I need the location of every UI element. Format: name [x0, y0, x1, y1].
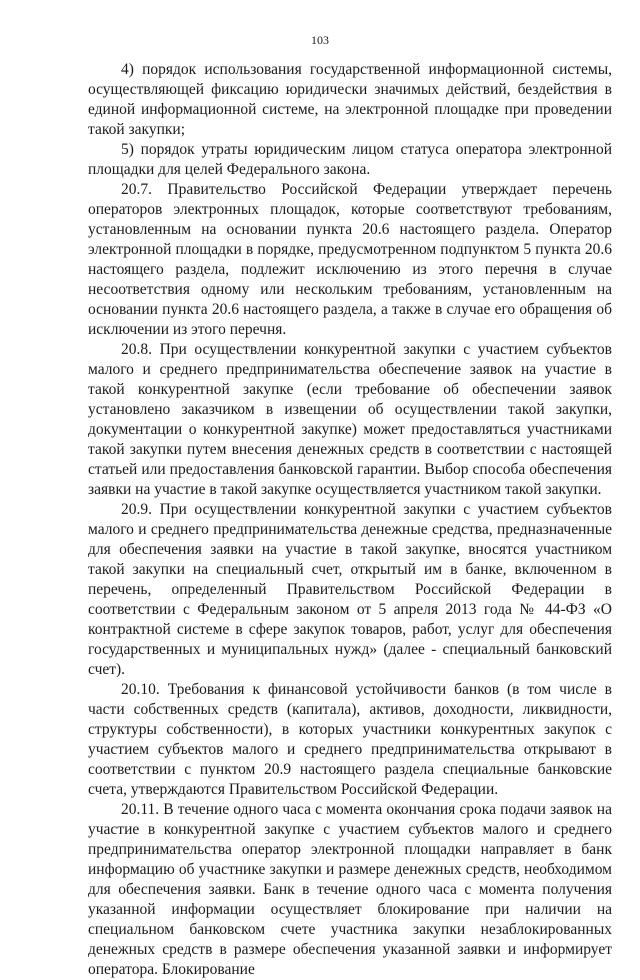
paragraph-20-11: 20.11. В течение одного часа с момента окончания срока подачи заявок на участие в конкурентной закупке с участием субъектов малого и среднего предпринимательства оператор электронной площадки направляет в банк информацию об участнике закупки и размере денежных средств, необходимом для обеспечения заявки. Банк в течение одного часа с момента получения указанной информации осуществляет блокирование при наличии на специальном банковском счете участника закупки незаблокированных денежных средств в размере обеспечения указанной заявки и информирует оператора. Блокирование	[88, 801, 612, 978]
paragraph-20-10: 20.10. Требования к финансовой устойчивости банков (в том числе в части собственных средств (капитала), активов, доходности, ликвидности, структуры собственности), в которых участники конкурентных закупок с участием субъектов малого и среднего предпринимательства открывают в соответствии с пунктом 20.9 настоящего раздела специальные банковские счета, утверждаются Правительством Российской Федерации.	[88, 681, 612, 798]
paragraph-item-5: 5) порядок утраты юридическим лицом статуса оператора электронной площадки для целей Федерального закона.	[88, 141, 612, 178]
paragraph-item-4: 4) порядок использования государственной информационной системы, осуществляющей фиксацию юридически значимых действий, бездействия в единой информационной системе, на электронной площадке при проведении такой закупки;	[88, 61, 612, 138]
paragraph-20-7: 20.7. Правительство Российской Федерации утверждает перечень операторов электронных площадок, которые соответствуют требованиям, установленным на основании пункта 20.6 настоящего раздела. Оператор электронной площадки в порядке, предусмотренном подпунктом 5 пункта 20.6 настоящего раздела, подлежит исключению из этого перечня в случае несоответствия одному или нескольким требованиям, установленным на основании пункта 20.6 настоящего раздела, а также в случае его обращения об исключении из этого перечня.	[88, 181, 612, 338]
paragraph-20-9: 20.9. При осуществлении конкурентной закупки с участием субъектов малого и среднего предпринимательства денежные средства, предназначенные для обеспечения заявки на участие в такой закупке, вносятся участником такой закупки на специальный счет, открытый им в банке, включенном в перечень, определенный Правительством Российской Федерации в соответствии с Федеральным законом от 5 апреля 2013 года № 44-ФЗ «О контрактной системе в сфере закупок товаров, работ, услуг для обеспечения государственных и муниципальных нужд» (далее - специальный банковский счет).	[88, 501, 612, 678]
document-body	[88, 60, 612, 980]
page-number: 103	[311, 33, 329, 47]
paragraph-20-8: 20.8. При осуществлении конкурентной закупки с участием субъектов малого и среднего предпринимательства обеспечение заявок на участие в такой конкурентной закупке (если требование об обеспечении заявок установлено заказчиком в извещении об осуществлении такой закупки, документации о конкурентной закупке) может предоставляться участниками такой закупки путем внесения денежных средств в соответствии с настоящей статьей или предоставления банковской гарантии. Выбор способа обеспечения заявки на участие в такой закупке осуществляется участником такой закупки.	[88, 341, 612, 498]
